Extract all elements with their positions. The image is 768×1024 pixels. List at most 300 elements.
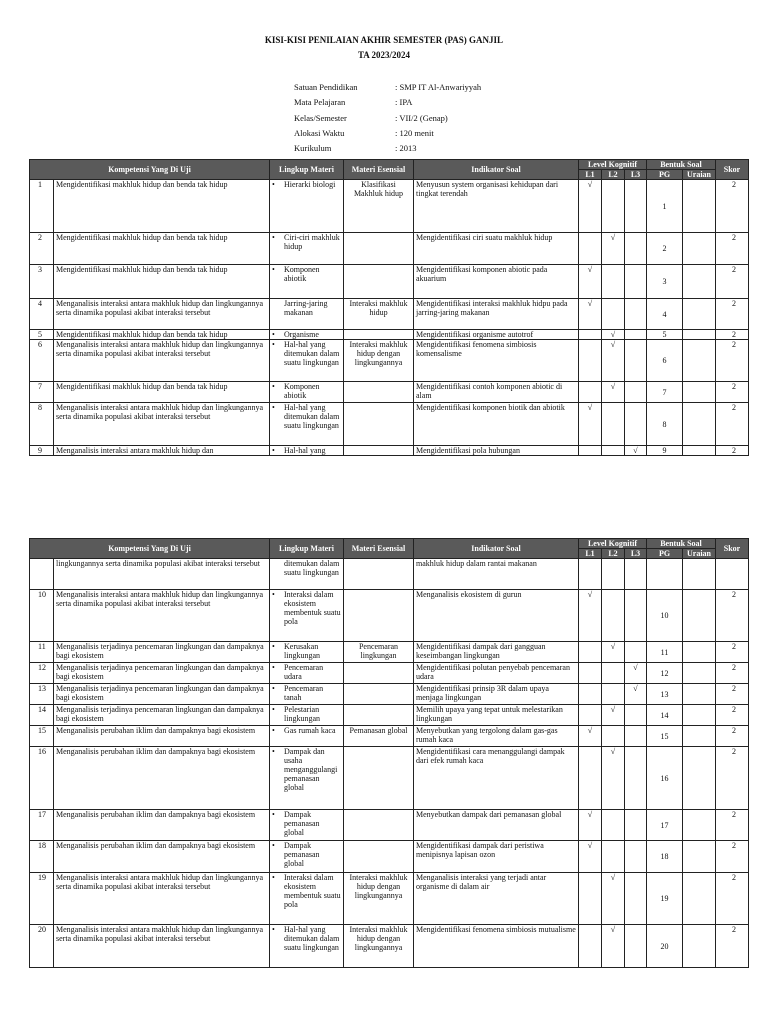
cell-level-l2-check-icon: √ — [602, 340, 625, 382]
cell-materi — [344, 705, 414, 726]
cell-level-l3-check-icon — [625, 382, 647, 403]
cell-indikator: Mengidentifikasi fenomena simbiosis komensalisme — [414, 340, 579, 382]
cell-pg: 2 — [647, 233, 683, 265]
cell-lingkup — [270, 841, 344, 873]
cell-level-l3-check-icon — [625, 403, 647, 446]
header-indikator: Indikator Soal — [414, 539, 579, 559]
cell-lingkup — [270, 446, 344, 456]
header-indikator: Indikator Soal — [414, 160, 579, 180]
cell-materi — [344, 233, 414, 265]
lingkup-text: Interaksi dalam ekosistem membentuk suatu pola — [284, 590, 341, 626]
cell-indikator: Menganalisis ekosistem di gurun — [414, 590, 579, 642]
cell-level-l3-check-icon — [625, 873, 647, 925]
cell-level-l2-check-icon: √ — [602, 747, 625, 810]
cell-level-l3-check-icon — [625, 925, 647, 968]
cell-no: 20 — [30, 925, 54, 968]
cell-indikator: makhluk hidup dalam rantai makanan — [414, 559, 579, 590]
cell-indikator: Mengidentifikasi komponen abiotic pada akuarium — [414, 265, 579, 299]
cell-level-l2-check-icon: √ — [602, 642, 625, 663]
bullet-icon: • — [272, 925, 275, 934]
cell-pg: 18 — [647, 841, 683, 873]
cell-level-l3-check-icon — [625, 810, 647, 841]
cell-skor: 2 — [716, 382, 749, 403]
cell-indikator: Mengidentifikasi polutan penyebab pencemaran udara — [414, 663, 579, 684]
cell-indikator: Mengidentifikasi fenomena simbiosis mutualisme — [414, 925, 579, 968]
cell-level-l1-check-icon: √ — [579, 265, 602, 299]
meta-info — [294, 80, 481, 156]
cell-indikator: Mengidentifikasi ciri suatu makhluk hidup — [414, 233, 579, 265]
cell-no: 19 — [30, 873, 54, 925]
bullet-icon — [272, 559, 284, 577]
cell-no: 7 — [30, 382, 54, 403]
cell-no: 4 — [30, 299, 54, 330]
table-row — [30, 299, 749, 330]
table-row — [30, 403, 749, 446]
cell-uraian — [683, 642, 716, 663]
cell-level-l2-check-icon: √ — [602, 705, 625, 726]
cell-level-l1-check-icon — [579, 330, 602, 340]
cell-kompetensi: Menganalisis perubahan iklim dan dampaknya bagi ekosistem — [54, 841, 270, 873]
cell-level-l1-check-icon — [579, 925, 602, 968]
bullet-icon: • — [272, 382, 275, 391]
cell-no: 14 — [30, 705, 54, 726]
meta-key: Satuan Pendidikan — [294, 82, 358, 92]
cell-materi: Pemanasan global — [344, 726, 414, 747]
cell-lingkup — [270, 299, 344, 330]
meta-key: Kurikulum — [294, 143, 332, 154]
cell-kompetensi: Menganalisis perubahan iklim dan dampaknya bagi ekosistem — [54, 810, 270, 841]
cell-no: 6 — [30, 340, 54, 382]
cell-level-l1-check-icon: √ — [579, 180, 602, 233]
header-uraian: Uraian — [683, 549, 716, 559]
table-row — [30, 663, 749, 684]
cell-level-l1-check-icon — [579, 233, 602, 265]
table-row — [30, 559, 749, 590]
cell-lingkup — [270, 403, 344, 446]
cell-materi — [344, 382, 414, 403]
cell-kompetensi: Mengidentifikasi makhluk hidup dan benda tak hidup — [54, 382, 270, 403]
cell-kompetensi: Menganalisis perubahan iklim dan dampaknya bagi ekosistem — [54, 726, 270, 747]
cell-pg: 7 — [647, 382, 683, 403]
cell-uraian — [683, 841, 716, 873]
meta-row — [294, 141, 481, 156]
cell-pg: 3 — [647, 265, 683, 299]
cell-level-l1-check-icon — [579, 684, 602, 705]
cell-skor: 2 — [716, 873, 749, 925]
cell-level-l2-check-icon — [602, 684, 625, 705]
cell-level-l2-check-icon: √ — [602, 925, 625, 968]
meta-value: : SMP IT Al-Anwariyyah — [395, 82, 482, 92]
header-l2: L2 — [602, 170, 625, 180]
cell-skor: 2 — [716, 180, 749, 233]
lingkup-text: Kerusakan lingkungan — [284, 642, 320, 660]
lingkup-text: Gas rumah kaca — [284, 726, 336, 735]
cell-no: 1 — [30, 180, 54, 233]
cell-no: 3 — [30, 265, 54, 299]
cell-level-l1-check-icon: √ — [579, 726, 602, 747]
cell-level-l2-check-icon: √ — [602, 233, 625, 265]
cell-level-l1-check-icon — [579, 663, 602, 684]
cell-kompetensi: Menganalisis interaksi antara makhluk hidup dan lingkungannya serta dinamika populasi akibat interaksi tersebut — [54, 873, 270, 925]
header-skor: Skor — [716, 160, 749, 180]
cell-level-l3-check-icon — [625, 841, 647, 873]
cell-materi — [344, 684, 414, 705]
cell-level-l2-check-icon — [602, 810, 625, 841]
table-row — [30, 642, 749, 663]
bullet-icon: • — [272, 684, 275, 693]
cell-indikator: Menganalisis interaksi yang terjadi antar organisme di dalam air — [414, 873, 579, 925]
lingkup-text: Interaksi dalam ekosistem membentuk suatu pola — [284, 873, 341, 909]
cell-uraian — [683, 705, 716, 726]
lingkup-text: ditemukan dalam suatu lingkungan — [284, 559, 340, 577]
lingkup-text: Hierarki biologi — [284, 180, 336, 189]
cell-level-l2-check-icon — [602, 403, 625, 446]
header-bentuk: Bentuk Soal — [647, 160, 716, 170]
cell-pg: 8 — [647, 403, 683, 446]
header-pg: PG — [647, 549, 683, 559]
table-row — [30, 180, 749, 233]
document-subtitle: TA 2023/2024 — [357, 50, 411, 60]
cell-level-l1-check-icon — [579, 642, 602, 663]
cell-no — [30, 559, 54, 590]
cell-pg: 9 — [647, 446, 683, 456]
header-lingkup: Lingkup Materi — [270, 160, 344, 180]
cell-pg: 1 — [647, 180, 683, 233]
meta-row — [294, 95, 481, 110]
cell-skor: 2 — [716, 590, 749, 642]
cell-uraian — [683, 233, 716, 265]
cell-indikator: Mengidentifikasi organisme autotrof — [414, 330, 579, 340]
cell-materi — [344, 559, 414, 590]
header-lingkup: Lingkup Materi — [270, 539, 344, 559]
lingkup-text: Komponen abiotik — [284, 382, 320, 400]
cell-indikator: Memilih upaya yang tepat untuk melestarikan lingkungan — [414, 705, 579, 726]
cell-uraian — [683, 590, 716, 642]
lingkup-text: Pelestarian lingkungan — [284, 705, 320, 723]
bullet-icon: • — [272, 330, 275, 339]
cell-lingkup — [270, 810, 344, 841]
bullet-icon: • — [272, 663, 275, 672]
cell-no: 16 — [30, 747, 54, 810]
header-l3: L3 — [625, 170, 647, 180]
cell-indikator: Mengidentifikasi interaksi makhluk hidpu pada jarring-jaring makanan — [414, 299, 579, 330]
lingkup-text: Hal-hal yang ditemukan dalam suatu lingkungan — [284, 340, 340, 367]
bullet-icon: • — [272, 705, 275, 714]
cell-kompetensi: Menganalisis terjadinya pencemaran lingkungan dan dampaknya bagi ekosistem — [54, 642, 270, 663]
lingkup-text: Jarring-jaring makanan — [284, 299, 328, 317]
cell-level-l3-check-icon — [625, 590, 647, 642]
cell-uraian — [683, 747, 716, 810]
lingkup-text: Pencemaran udara — [284, 663, 324, 681]
cell-indikator: Mengidentifikasi komponen biotik dan abiotik — [414, 403, 579, 446]
cell-pg: 5 — [647, 330, 683, 340]
cell-kompetensi: Menganalisis interaksi antara makhluk hidup dan lingkungannya serta dinamika populasi akibat interaksi tersebut — [54, 925, 270, 968]
lingkup-text: Dampak dan usaha menganggulangi pemanasan global — [284, 747, 338, 792]
cell-skor: 2 — [716, 330, 749, 340]
cell-no: 9 — [30, 446, 54, 456]
cell-skor: 2 — [716, 747, 749, 810]
cell-kompetensi: Mengidentifikasi makhluk hidup dan benda tak hidup — [54, 265, 270, 299]
cell-lingkup — [270, 726, 344, 747]
cell-uraian — [683, 403, 716, 446]
cell-materi — [344, 747, 414, 810]
cell-no: 17 — [30, 810, 54, 841]
cell-skor: 2 — [716, 446, 749, 456]
cell-level-l1-check-icon — [579, 559, 602, 590]
cell-materi — [344, 590, 414, 642]
bullet-icon — [272, 299, 284, 317]
table-row — [30, 330, 749, 340]
cell-level-l2-check-icon — [602, 663, 625, 684]
cell-level-l1-check-icon: √ — [579, 841, 602, 873]
cell-level-l2-check-icon — [602, 841, 625, 873]
cell-pg: 15 — [647, 726, 683, 747]
cell-level-l1-check-icon — [579, 747, 602, 810]
cell-pg: 10 — [647, 590, 683, 642]
header-kompetensi: Kompetensi Yang Di Uji — [30, 160, 270, 180]
cell-lingkup — [270, 747, 344, 810]
cell-no: 8 — [30, 403, 54, 446]
cell-indikator: Mengidentifikasi dampak dari peristiwa menipisnya lapisan ozon — [414, 841, 579, 873]
cell-indikator: Menyebutkan dampak dari pemanasan global — [414, 810, 579, 841]
cell-level-l1-check-icon: √ — [579, 403, 602, 446]
cell-level-l1-check-icon: √ — [579, 810, 602, 841]
cell-pg: 4 — [647, 299, 683, 330]
cell-pg: 13 — [647, 684, 683, 705]
header-level: Level Kognitif — [579, 539, 647, 549]
cell-pg: 16 — [647, 747, 683, 810]
cell-no: 12 — [30, 663, 54, 684]
cell-lingkup — [270, 265, 344, 299]
cell-skor — [716, 559, 749, 590]
header-l3: L3 — [625, 549, 647, 559]
cell-level-l2-check-icon — [602, 446, 625, 456]
table-row — [30, 810, 749, 841]
cell-pg: 11 — [647, 642, 683, 663]
header-kompetensi: Kompetensi Yang Di Uji — [30, 539, 270, 559]
cell-skor: 2 — [716, 642, 749, 663]
bullet-icon: • — [272, 590, 275, 599]
header-skor: Skor — [716, 539, 749, 559]
cell-lingkup — [270, 642, 344, 663]
cell-uraian — [683, 340, 716, 382]
cell-pg: 17 — [647, 810, 683, 841]
cell-kompetensi: Menganalisis terjadinya pencemaran lingkungan dan dampaknya bagi ekosistem — [54, 705, 270, 726]
cell-level-l2-check-icon — [602, 590, 625, 642]
cell-uraian — [683, 180, 716, 233]
cell-lingkup — [270, 330, 344, 340]
cell-indikator: Mengidentifikasi dampak dari gangguan keseimbangan lingkungan — [414, 642, 579, 663]
cell-lingkup — [270, 233, 344, 265]
cell-uraian — [683, 663, 716, 684]
cell-materi — [344, 403, 414, 446]
cell-level-l1-check-icon — [579, 705, 602, 726]
cell-no: 15 — [30, 726, 54, 747]
cell-no: 11 — [30, 642, 54, 663]
cell-level-l3-check-icon — [625, 340, 647, 382]
table-row — [30, 705, 749, 726]
table-row — [30, 684, 749, 705]
cell-uraian — [683, 559, 716, 590]
cell-pg: 19 — [647, 873, 683, 925]
cell-kompetensi: lingkungannya serta dinamika populasi akibat interaksi tersebut — [54, 559, 270, 590]
cell-no: 13 — [30, 684, 54, 705]
table-row — [30, 265, 749, 299]
kisi-table-2 — [29, 538, 749, 968]
cell-uraian — [683, 299, 716, 330]
cell-lingkup — [270, 705, 344, 726]
cell-indikator: Menyusun system organisasi kehidupan dari tingkat terendah — [414, 180, 579, 233]
table-row — [30, 873, 749, 925]
cell-kompetensi: Menganalisis interaksi antara makhluk hidup dan — [54, 446, 270, 456]
cell-materi — [344, 663, 414, 684]
cell-no: 18 — [30, 841, 54, 873]
header-l1: L1 — [579, 170, 602, 180]
header-bentuk: Bentuk Soal — [647, 539, 716, 549]
cell-skor: 2 — [716, 810, 749, 841]
cell-no: 5 — [30, 330, 54, 340]
lingkup-text: Ciri-ciri makhluk hidup — [284, 233, 340, 251]
cell-level-l3-check-icon — [625, 726, 647, 747]
table-row — [30, 841, 749, 873]
cell-level-l3-check-icon — [625, 559, 647, 590]
cell-lingkup — [270, 340, 344, 382]
cell-level-l2-check-icon — [602, 180, 625, 233]
kisi-table-1 — [29, 159, 749, 456]
table-row — [30, 925, 749, 968]
table-row — [30, 747, 749, 810]
bullet-icon: • — [272, 180, 275, 189]
cell-skor: 2 — [716, 684, 749, 705]
cell-level-l3-check-icon — [625, 265, 647, 299]
cell-skor: 2 — [716, 403, 749, 446]
bullet-icon: • — [272, 747, 275, 756]
cell-kompetensi: Menganalisis terjadinya pencemaran lingkungan dan dampaknya bagi ekosistem — [54, 684, 270, 705]
cell-kompetensi: Menganalisis interaksi antara makhluk hidup dan lingkungannya serta dinamika populasi akibat interaksi tersebut — [54, 590, 270, 642]
table-row — [30, 382, 749, 403]
meta-value: : IPA — [395, 97, 413, 108]
cell-skor: 2 — [716, 265, 749, 299]
lingkup-text: Hal-hal yang ditemukan dalam suatu lingkungan — [284, 925, 340, 952]
cell-level-l2-check-icon: √ — [602, 873, 625, 925]
bullet-icon: • — [272, 642, 275, 651]
cell-level-l3-check-icon — [625, 705, 647, 726]
cell-level-l2-check-icon — [602, 726, 625, 747]
cell-materi — [344, 841, 414, 873]
header-uraian: Uraian — [683, 170, 716, 180]
cell-level-l1-check-icon — [579, 382, 602, 403]
cell-skor: 2 — [716, 299, 749, 330]
meta-value: : 2013 — [395, 143, 417, 154]
lingkup-text: Hal-hal yang — [284, 446, 326, 455]
header-l2: L2 — [602, 549, 625, 559]
cell-skor: 2 — [716, 233, 749, 265]
cell-uraian — [683, 925, 716, 968]
lingkup-text: Dampak pemanasan global — [284, 841, 320, 868]
cell-lingkup — [270, 873, 344, 925]
bullet-icon: • — [272, 810, 275, 819]
cell-indikator: Mengidentifikasi prinsip 3R dalam upaya menjaga lingkungan — [414, 684, 579, 705]
cell-indikator: Mengidentifikasi pola hubungan — [414, 446, 579, 456]
cell-level-l3-check-icon — [625, 747, 647, 810]
cell-materi: Klasifikasi Makhluk hidup — [344, 180, 414, 233]
bullet-icon: • — [272, 873, 275, 882]
cell-level-l1-check-icon — [579, 873, 602, 925]
cell-materi: Pencemaran lingkungan — [344, 642, 414, 663]
cell-materi: Interaksi makhluk hidup dengan lingkungannya — [344, 873, 414, 925]
cell-level-l3-check-icon — [625, 642, 647, 663]
cell-level-l3-check-icon — [625, 330, 647, 340]
cell-level-l1-check-icon — [579, 446, 602, 456]
cell-uraian — [683, 382, 716, 403]
cell-kompetensi: Mengidentifikasi makhluk hidup dan benda tak hidup — [54, 233, 270, 265]
meta-row — [294, 80, 481, 95]
cell-kompetensi: Menganalisis terjadinya pencemaran lingkungan dan dampaknya bagi ekosistem — [54, 663, 270, 684]
cell-uraian — [683, 446, 716, 456]
bullet-icon: • — [272, 446, 275, 455]
cell-materi — [344, 265, 414, 299]
cell-level-l3-check-icon: √ — [625, 684, 647, 705]
cell-uraian — [683, 265, 716, 299]
cell-materi: Interaksi makhluk hidup dengan lingkungannya — [344, 340, 414, 382]
cell-level-l3-check-icon — [625, 233, 647, 265]
bullet-icon: • — [272, 340, 275, 349]
bullet-icon: • — [272, 233, 275, 242]
cell-no: 2 — [30, 233, 54, 265]
cell-kompetensi: Menganalisis interaksi antara makhluk hidup dan lingkungannya serta dinamika populasi akibat interaksi tersebut — [54, 299, 270, 330]
cell-level-l3-check-icon: √ — [625, 663, 647, 684]
cell-uraian — [683, 810, 716, 841]
meta-key: Alokasi Waktu — [294, 127, 345, 138]
bullet-icon: • — [272, 403, 275, 412]
cell-materi: Interaksi makhluk hidup — [344, 299, 414, 330]
cell-indikator: Menyebutkan yang tergolong dalam gas-gas rumah kaca — [414, 726, 579, 747]
cell-pg: 20 — [647, 925, 683, 968]
table-row — [30, 340, 749, 382]
lingkup-text: Komponen abiotik — [284, 265, 320, 283]
cell-level-l3-check-icon: √ — [625, 446, 647, 456]
cell-lingkup — [270, 663, 344, 684]
lingkup-text: Hal-hal yang ditemukan dalam suatu lingkungan — [284, 403, 340, 430]
header-materi: Materi Esensial — [344, 160, 414, 180]
bullet-icon: • — [272, 726, 275, 735]
table-row — [30, 726, 749, 747]
cell-level-l1-check-icon — [579, 340, 602, 382]
cell-materi — [344, 446, 414, 456]
table-row — [30, 590, 749, 642]
cell-lingkup — [270, 684, 344, 705]
cell-no: 10 — [30, 590, 54, 642]
cell-indikator: Mengidentifikasi contoh komponen abiotic di alam — [414, 382, 579, 403]
cell-level-l1-check-icon: √ — [579, 590, 602, 642]
cell-level-l2-check-icon: √ — [602, 330, 625, 340]
cell-level-l2-check-icon — [602, 559, 625, 590]
cell-pg: 6 — [647, 340, 683, 382]
meta-row — [294, 111, 481, 126]
cell-lingkup — [270, 559, 344, 590]
cell-indikator: Mengidentifikasi cara menanggulangi dampak dari efek rumah kaca — [414, 747, 579, 810]
cell-pg — [647, 559, 683, 590]
cell-level-l3-check-icon — [625, 180, 647, 233]
header-pg: PG — [647, 170, 683, 180]
meta-value: : 120 menit — [395, 127, 434, 138]
meta-value: : VII/2 (Genap) — [395, 112, 448, 123]
cell-level-l3-check-icon — [625, 299, 647, 330]
cell-level-l2-check-icon — [602, 299, 625, 330]
cell-level-l1-check-icon: √ — [579, 299, 602, 330]
cell-lingkup — [270, 925, 344, 968]
cell-skor: 2 — [716, 663, 749, 684]
